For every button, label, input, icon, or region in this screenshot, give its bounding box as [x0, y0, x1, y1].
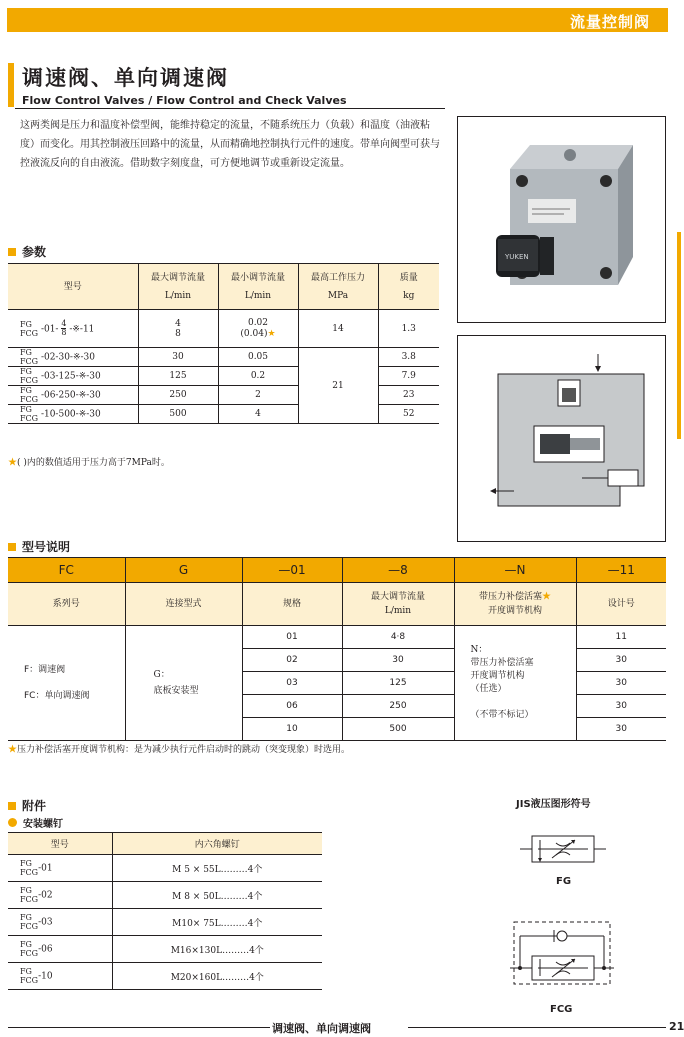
min-flow: 0.02 (0.04)★: [218, 310, 298, 348]
mass: 52: [378, 405, 439, 424]
col-pressure: 最高工作压力 MPa: [298, 264, 378, 310]
flow-cell: 30: [342, 649, 454, 672]
col-bolt: 内六角螺钉: [112, 833, 322, 855]
product-photo: [457, 116, 666, 323]
section-diagram: [457, 335, 666, 542]
model-heading: 型号说明: [8, 538, 70, 555]
design-cell: 11: [576, 626, 666, 649]
cross-section-image: [458, 336, 665, 541]
bolt-spec: M16×130L………4个: [112, 936, 322, 963]
model-cell: FG FCG-06: [8, 936, 112, 963]
max-flow: 4 8: [138, 310, 218, 348]
code-size: —01: [242, 558, 342, 583]
table-row: [8, 348, 439, 367]
table-row: [8, 310, 439, 348]
section-title: 流量控制阀: [569, 13, 650, 31]
table-row: [8, 626, 666, 649]
code-design: —11: [576, 558, 666, 583]
min-flow: 0.05: [218, 348, 298, 367]
bolt-table: [8, 832, 322, 990]
side-tab: [677, 232, 681, 439]
model-cell: FG FCG -02-30-※-30: [8, 348, 138, 367]
model-note: ★压力补偿活塞开度调节机构：是为减少执行元件启动时的跳动（突变现象）时选用。: [8, 745, 351, 755]
col-model: 型号: [8, 264, 138, 310]
label-series: 系列号: [8, 583, 125, 626]
max-flow: 250: [138, 386, 218, 405]
accessory-heading: 附件: [8, 797, 46, 814]
design-cell: 30: [576, 718, 666, 741]
code-row: [8, 558, 666, 583]
mass: 1.3: [378, 310, 439, 348]
fcg-label: FCG: [550, 1004, 573, 1015]
col-min-flow: 最小调节流量 L/min: [218, 264, 298, 310]
pressure: 21: [298, 348, 378, 424]
model-cell: FG FCG-01: [8, 855, 112, 882]
params-table: [8, 263, 439, 424]
model-cell: FG FCG-03: [8, 909, 112, 936]
col-mass: 质量 kg: [378, 264, 439, 310]
col-max-flow: 最大调节流量 L/min: [138, 264, 218, 310]
label-flow: 最大调节流量 L/min: [342, 583, 454, 626]
header-bar: [7, 8, 668, 32]
max-flow: 125: [138, 367, 218, 386]
min-flow: 0.2: [218, 367, 298, 386]
label-design: 设计号: [576, 583, 666, 626]
table-row: [8, 855, 322, 882]
accessory-subheading: 安装螺钉: [8, 815, 63, 830]
col-model: 型号: [8, 833, 112, 855]
table-row: [8, 909, 322, 936]
design-cell: 30: [576, 695, 666, 718]
bolt-spec: M10× 75L………4个: [112, 909, 322, 936]
page-number: 21: [669, 1020, 684, 1033]
footer-rule-right: [408, 1027, 666, 1028]
size-cell: 10: [242, 718, 342, 741]
params-note: ★( )内的数值适用于压力高于7MPa时。: [8, 458, 170, 468]
code-flow: —8: [342, 558, 454, 583]
series-desc: F：调速阀 FC：单向调速阀: [8, 626, 125, 741]
max-flow: 30: [138, 348, 218, 367]
max-flow: 500: [138, 405, 218, 424]
size-cell: 02: [242, 649, 342, 672]
code-option: —N: [454, 558, 576, 583]
model-cell: FG FCG -03-125-※-30: [8, 367, 138, 386]
title-divider: [15, 108, 445, 109]
label-size: 规格: [242, 583, 342, 626]
mass: 23: [378, 386, 439, 405]
size-cell: 03: [242, 672, 342, 695]
bolt-spec: M20×160L………4个: [112, 963, 322, 990]
model-cell: FG FCG -06-250-※-30: [8, 386, 138, 405]
intro-paragraph: 这两类阀是压力和温度补偿型阀，能维持稳定的流量，不随系统压力（负载）和温度（油液粘度）而变化。用其控制液压回路中的流量，从而精确地控制执行元件的速度。带单向阀型可获与控液流反向的自由液流。借助数字刻度盘，可方便地调节或重新设定流量。: [20, 120, 440, 169]
table-row: [8, 963, 322, 990]
valve-photo-image: [458, 117, 665, 322]
table-row: [8, 882, 322, 909]
fg-label: FG: [556, 876, 572, 887]
code-connection: G: [125, 558, 242, 583]
model-cell: FG FCG-10: [8, 963, 112, 990]
table-row: [8, 936, 322, 963]
model-cell: FG FCG-02: [8, 882, 112, 909]
model-cell: FG FCG -01- $\frac{4}{8}$ -※-11: [8, 310, 138, 348]
label-row: [8, 583, 666, 626]
bolt-spec: M 5 × 55L………4个: [112, 855, 322, 882]
brand-label: YUKEN: [505, 253, 529, 261]
fg-symbol: [520, 832, 606, 866]
code-series: FC: [8, 558, 125, 583]
fcg-symbol: [510, 918, 614, 988]
design-cell: 30: [576, 672, 666, 695]
title-accent: [8, 63, 14, 107]
flow-cell: 125: [342, 672, 454, 695]
flow-cell: 4·8: [342, 626, 454, 649]
pressure: 14: [298, 310, 378, 348]
flow-cell: 500: [342, 718, 454, 741]
model-code-table: [8, 557, 666, 741]
label-option: 带压力补偿活塞★ 开度调节机构: [454, 583, 576, 626]
min-flow: 4: [218, 405, 298, 424]
jis-heading: JIS液压图形符号: [516, 799, 591, 810]
label-connection: 连接型式: [125, 583, 242, 626]
size-cell: 01: [242, 626, 342, 649]
size-cell: 06: [242, 695, 342, 718]
option-desc: N： 带压力补偿活塞 开度调节机构 （任选） （不带不标记）: [454, 626, 576, 741]
flow-cell: 250: [342, 695, 454, 718]
page-subtitle: Flow Control Valves / Flow Control and Check Valves: [22, 94, 347, 107]
bullet-icon: [8, 818, 17, 827]
mass: 3.8: [378, 348, 439, 367]
design-cell: 30: [576, 649, 666, 672]
mass: 7.9: [378, 367, 439, 386]
connection-desc: G： 底板安装型: [125, 626, 242, 741]
page-title: 调速阀、单向调速阀: [22, 66, 229, 90]
params-heading: 参数: [8, 243, 46, 260]
bolt-spec: M 8 × 50L………4个: [112, 882, 322, 909]
model-cell: FG FCG -10-500-※-30: [8, 405, 138, 424]
footer-rule-left: [8, 1027, 270, 1028]
footer-title: 调速阀、单向调速阀: [272, 1022, 371, 1035]
min-flow: 2: [218, 386, 298, 405]
